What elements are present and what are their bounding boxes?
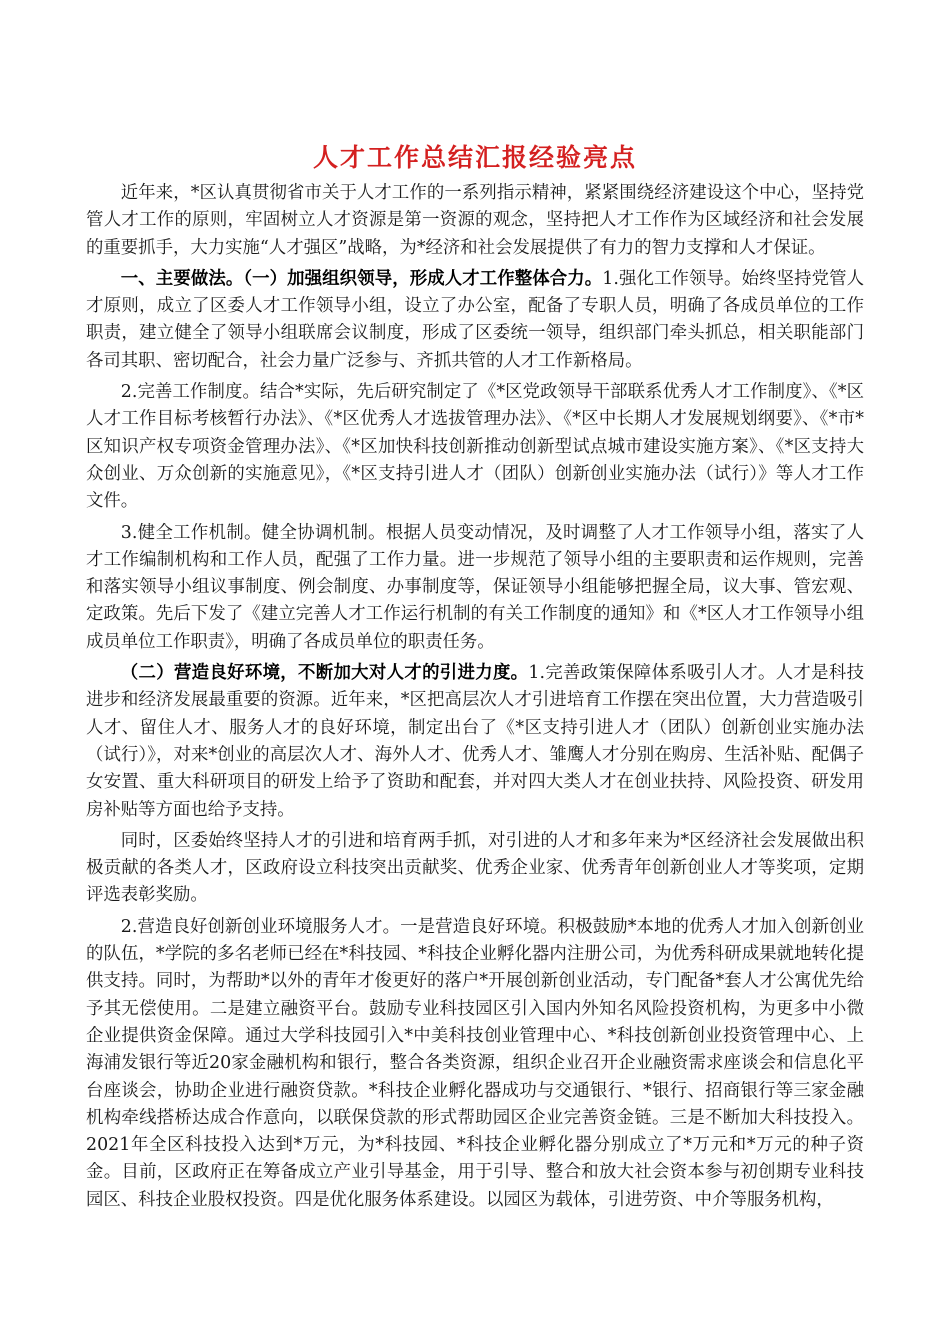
paragraph-text: 1.强化工作领导。始终坚持党管人才原则，成立了区委人才工作领导小组，设立了办公室，配备了专职人员，明确了各成员单位的工作职责，建立健全了领导小组联席会议制度，形成了区委统一领导，组织部门牵头抓总，相关职能部门各司其职、密切配合，社会力量广泛参与、齐抓共管的人才工作新格局。 bbox=[86, 268, 864, 371]
document-title: 人才工作总结汇报经验亮点 bbox=[312, 143, 637, 172]
paragraph-text: 2.完善工作制度。结合*实际，先后研究制定了《*区党政领导干部联系优秀人才工作制度》、《*区人才工作目标考核暂行办法》、《*区优秀人才选拔管理办法》、《*区中长期人才发展规划纲要》、《*市*区知识产权专项资金管理办法》、《*区加快科技创新推动创新型试点城市建设实施方案》、《*区支持大众创业、万众创新的实施意见》，《*区支持引进人才（团队）创新创业实施办法（试行）》等人才工作文件。 bbox=[86, 382, 864, 512]
paragraph-environment bbox=[86, 914, 864, 1214]
paragraph-section-1 bbox=[86, 266, 864, 375]
paragraph-section-2 bbox=[86, 660, 864, 824]
paragraph-work-mechanism bbox=[86, 520, 864, 656]
paragraph-text: 2.营造良好创新创业环境服务人才。一是营造良好环境。积极鼓励*本地的优秀人才加入创新创业的队伍，*学院的多名老师已经在*科技园、*科技企业孵化器内注册公司，为优秀科研成果就地转化提供支持。同时，为帮助*以外的青年才俊更好的落户*开展创新创业活动，专门配备*套人才公寓优先给予其无偿使用。二是建立融资平台。鼓励专业科技园区引入国内外知名风险投资机构，为更多中小微企业提供资金保障。通过大学科技园引入*中美科技创业管理中心、*科技创新创业投资管理中心、上海浦发银行等近20家金融机构和银行，整合各类资源，组织企业召开企业融资需求座谈会和信息化平台座谈会，协助企业进行融资贷款。*科技企业孵化器成功与交通银行、*银行、招商银行等三家金融机构牵线搭桥达成合作意向，以联保贷款的形式帮助园区企业完善资金链。三是不断加大科技投入。2021年全区科技投入达到*万元，为*科技园、*科技企业孵化器分别成立了*万元和*万元的种子资金。目前，区政府正在筹备成立产业引导基金，用于引导、整合和放大社会资本参与初创期专业科技园区、科技企业股权投资。四是优化服务体系建设。以园区为载体，引进劳资、中介等服务机构， bbox=[86, 916, 864, 1210]
paragraph-work-system bbox=[86, 379, 864, 515]
paragraph-text: 同时，区委始终坚持人才的引进和培育两手抓，对引进的人才和多年来为*区经济社会发展做出积极贡献的各类人才，区政府设立科技突出贡献奖、优秀企业家、优秀青年创新创业人才等奖项，定期评选表彰奖励。 bbox=[86, 830, 864, 906]
section-heading: （二）营造良好环境，不断加大对人才的引进力度。 bbox=[120, 663, 529, 684]
paragraph-intro bbox=[86, 180, 864, 262]
document-body bbox=[86, 180, 864, 1218]
paragraph-text: 近年来，*区认真贯彻省市关于人才工作的一系列指示精神，紧紧围绕经济建设这个中心，坚持党管人才工作的原则，牢固树立人才资源是第一资源的观念，坚持把人才工作作为区域经济和社会发展的重要抓手，大力实施“人才强区”战略，为*经济和社会发展提供了有力的智力支撑和人才保证。 bbox=[86, 183, 864, 258]
paragraph-awards bbox=[86, 828, 864, 910]
section-heading: 一、主要做法。（一）加强组织领导，形成人才工作整体合力。 bbox=[120, 268, 603, 289]
paragraph-text: 3.健全工作机制。健全协调机制。根据人员变动情况，及时调整了人才工作领导小组，落实了人才工作编制机构和工作人员，配强了工作力量。进一步规范了领导小组的主要职责和运作规则，完善和落实领导小组议事制度、例会制度、办事制度等，保证领导小组能够把握全局，议大事、管宏观、定政策。先后下发了《建立完善人才工作运行机制的有关工作制度的通知》和《*区人才工作领导小组成员单位工作职责》，明确了各成员单位的职责任务。 bbox=[86, 522, 864, 652]
paragraph-text: 1.完善政策保障体系吸引人才。人才是科技进步和经济发展最重要的资源。近年来，*区把高层次人才引进培育工作摆在突出位置，大力营造吸引人才、留住人才、服务人才的良好环境，制定出台了《*区支持引进人才（团队）创新创业实施办法（试行）》，对来*创业的高层次人才、海外人才、优秀人才、雏鹰人才分别在购房、生活补贴、配偶子女安置、重大科研项目的研发上给予了资助和配套，并对四大类人才在创业扶持、风险投资、研发用房补贴等方面也给予支持。 bbox=[86, 663, 864, 820]
